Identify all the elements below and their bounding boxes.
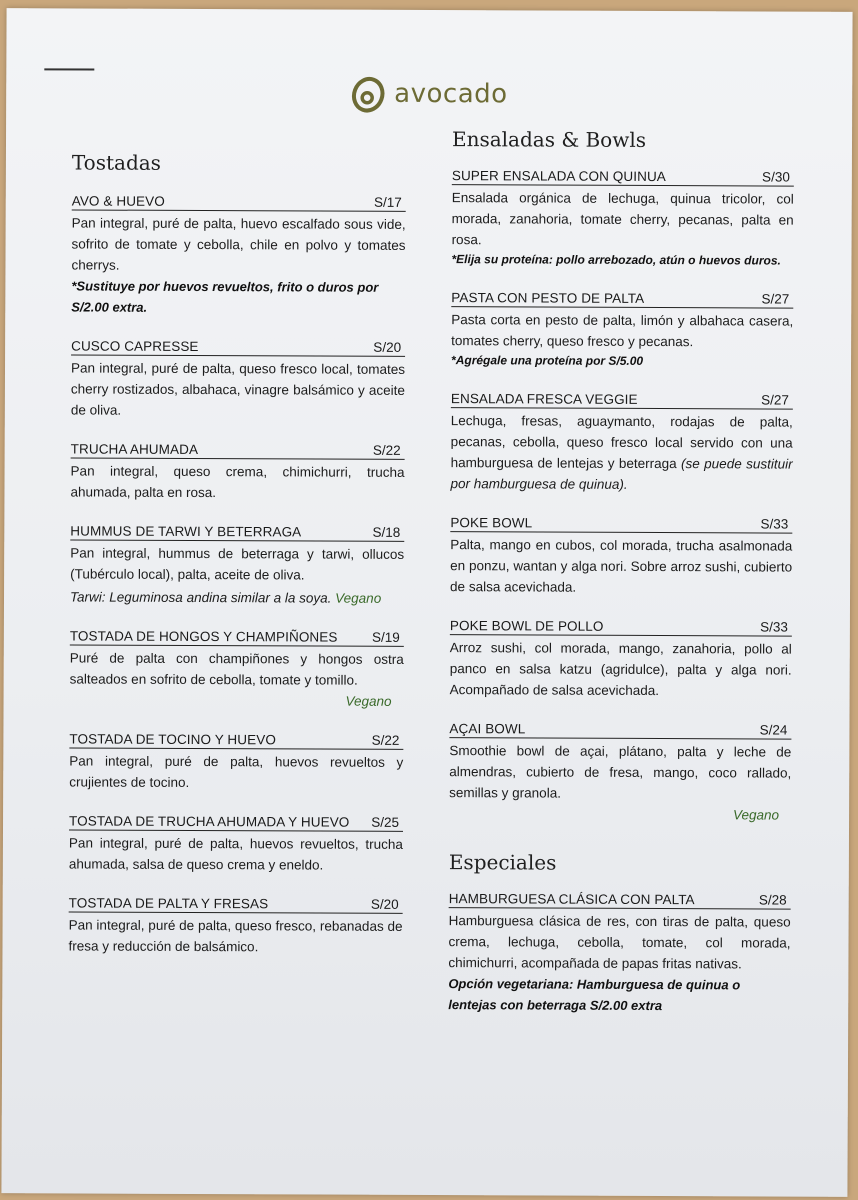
item-header bbox=[451, 390, 793, 409]
item-price: S/24 bbox=[759, 722, 788, 738]
item-description: Puré de palta con champiñones y hongos ostra salteados en sofrito de cebolla, tomate y tomillo. bbox=[69, 650, 404, 688]
item-name: AÇAI BOWL bbox=[449, 721, 526, 737]
menu-item bbox=[69, 730, 403, 793]
item-name: TOSTADA DE HONGOS Y CHAMPIÑONES bbox=[69, 628, 338, 645]
item-name: POKE BOWL bbox=[450, 515, 533, 531]
item-name: PASTA CON PESTO DE PALTA bbox=[451, 290, 645, 306]
item-header bbox=[449, 890, 791, 909]
pen-mark bbox=[44, 68, 94, 70]
item-note: *Agrégale una proteína por S/5.00 bbox=[451, 353, 644, 368]
item-name: TOSTADA DE TOCINO Y HUEVO bbox=[69, 731, 276, 748]
item-price: S/22 bbox=[371, 732, 400, 748]
item-description: Ensalada orgánica de lechuga, quinua tricolor, col morada, zanahoria, tomate cherry, pecanas, palta en rosa. bbox=[451, 190, 794, 248]
item-description-text: Lechuga, fresas, aguaymanto, rodajas de palta, pecanas, cebolla, queso fresco local servido con una hamburguesa de lentejas y beterraga bbox=[450, 413, 793, 472]
item-price: S/33 bbox=[760, 619, 788, 635]
item-note: *Sustituye por huevos revueltos, frito o duros por S/2.00 extra. bbox=[71, 278, 379, 315]
item-price: S/20 bbox=[373, 339, 402, 355]
item-name: HAMBURGUESA CLÁSICA CON PALTA bbox=[448, 891, 695, 908]
item-price: S/27 bbox=[761, 291, 790, 307]
menu-item bbox=[451, 167, 793, 270]
item-price: S/28 bbox=[758, 892, 787, 908]
item-header bbox=[71, 337, 405, 356]
item-price: S/19 bbox=[372, 629, 400, 645]
item-description: Pan integral, puré de palta, queso fresco local, tomates cherry rostizados, albahaca, vinagre balsámico y aceite de oliva. bbox=[70, 360, 406, 418]
item-note: Opción vegetariana: Hamburguesa de quinua o lentejas con beterraga S/2.00 extra bbox=[448, 976, 741, 1014]
menu-item bbox=[449, 720, 791, 825]
item-price: S/30 bbox=[762, 169, 790, 185]
item-name: HUMMUS DE TARWI Y BETERRAGA bbox=[70, 523, 302, 540]
item-header bbox=[71, 440, 405, 459]
vegan-label: Vegano bbox=[732, 807, 780, 823]
item-header bbox=[450, 514, 792, 533]
item-description: Smoothie bowl de açai, plátano, palta y leche de almendras, cubierto de fresa, mango, coco rallado, semillas y granola. bbox=[449, 743, 792, 801]
item-description: Pan integral, puré de palta, huevos revueltos, trucha ahumada, salsa de queso crema y eneldo. bbox=[68, 835, 403, 873]
avocado-icon bbox=[348, 74, 388, 114]
vegan-label: Vegano bbox=[335, 590, 382, 606]
item-header bbox=[70, 522, 404, 541]
item-header bbox=[72, 192, 406, 211]
item-header bbox=[451, 289, 793, 308]
item-header bbox=[69, 812, 403, 831]
item-price: S/27 bbox=[761, 392, 789, 408]
menu-item bbox=[450, 390, 792, 495]
menu-item bbox=[70, 522, 404, 608]
menu-item bbox=[68, 894, 402, 957]
logo bbox=[348, 74, 508, 115]
item-description: Pan integral, hummus de beterraga y tarwi, ollucos (Tubérculo local), palta, aceite de oliva. bbox=[70, 545, 405, 583]
menu-item bbox=[450, 617, 792, 701]
section-title-tostadas: Tostadas bbox=[71, 150, 162, 175]
item-price: S/33 bbox=[760, 516, 789, 532]
item-footnote-row bbox=[70, 586, 404, 608]
item-description: Arroz sushi, col morada, mango, zanahoria, pollo al panco en salsa katzu (agridulce), palta y alga nori. Acompañado de salsa acevichada. bbox=[449, 640, 792, 699]
item-description bbox=[450, 410, 792, 495]
vegan-label: Vegano bbox=[345, 693, 392, 709]
item-name: TOSTADA DE TRUCHA AHUMADA Y HUEVO bbox=[69, 813, 350, 830]
section-title-especiales: Especiales bbox=[448, 850, 557, 875]
item-description: Hamburguesa clásica de res, con tiras de palta, queso crema, lechuga, cebolla, tomate, col morada, chimichurri, acompañada de papas fritas nativas. bbox=[448, 913, 791, 972]
item-name: CUSCO CAPRESSE bbox=[71, 338, 199, 355]
item-name: POKE BOWL DE POLLO bbox=[449, 618, 604, 634]
menu-item bbox=[69, 812, 403, 875]
item-description: Pan integral, puré de palta, huevos revueltos y crujientes de tocino. bbox=[69, 753, 404, 790]
item-description: Pan integral, queso crema, chimichurri, trucha ahumada, palta en rosa. bbox=[70, 463, 405, 501]
item-price: S/18 bbox=[372, 524, 401, 540]
item-header bbox=[70, 627, 404, 646]
item-price: S/22 bbox=[372, 442, 401, 458]
item-description: Pan integral, puré de palta, queso fresco, rebanadas de fresa y reducción de balsámico. bbox=[68, 917, 403, 955]
item-description: Palta, mango en cubos, col morada, trucha asalmonada en ponzu, wantan y alga nori. Sobre arroz sushi, cubierto de salsa acevichada. bbox=[450, 537, 793, 595]
menu-item bbox=[71, 192, 406, 318]
item-footnote: (se puede sustituir por hamburguesa de quinua). bbox=[450, 456, 793, 492]
section-title-ensaladas: Ensaladas & Bowls bbox=[451, 127, 647, 152]
item-note: *Elija su proteína: pollo arrebozado, atún o huevos duros. bbox=[451, 252, 781, 268]
menu-page bbox=[1, 8, 852, 1197]
item-price: S/17 bbox=[373, 194, 402, 210]
item-header bbox=[69, 730, 403, 749]
item-description: Pasta corta en pesto de palta, limón y albahaca casera, tomates cherry, queso fresco y pecanas. bbox=[451, 312, 794, 350]
item-price: S/25 bbox=[371, 814, 400, 830]
menu-item bbox=[71, 337, 405, 421]
tostadas-column bbox=[68, 150, 406, 977]
item-header bbox=[452, 167, 794, 186]
item-name: TRUCHA AHUMADA bbox=[70, 441, 199, 457]
item-description: Pan integral, puré de palta, huevo escalfado sous vide, sofrito de tomate y cebolla, chile en polvo y tomates cherrys. bbox=[71, 215, 406, 273]
item-name: ENSALADA FRESCA VEGGIE bbox=[450, 391, 638, 407]
item-name: SUPER ENSALADA CON QUINUA bbox=[451, 168, 666, 185]
item-header bbox=[69, 894, 403, 913]
logo-text: avocado bbox=[394, 78, 508, 110]
item-header bbox=[450, 617, 792, 636]
item-header bbox=[449, 720, 791, 739]
item-name: TOSTADA DE PALTA Y FRESAS bbox=[68, 895, 269, 912]
menu-item bbox=[450, 514, 792, 598]
item-price: S/20 bbox=[370, 896, 399, 912]
item-footnote: Tarwi: Leguminosa andina similar a la soya. bbox=[69, 589, 332, 606]
item-name: AVO & HUEVO bbox=[71, 193, 165, 209]
menu-item bbox=[448, 890, 791, 1016]
ensaladas-column bbox=[448, 127, 794, 1036]
menu-item bbox=[70, 440, 404, 503]
menu-item bbox=[451, 289, 793, 371]
menu-item bbox=[70, 627, 404, 711]
